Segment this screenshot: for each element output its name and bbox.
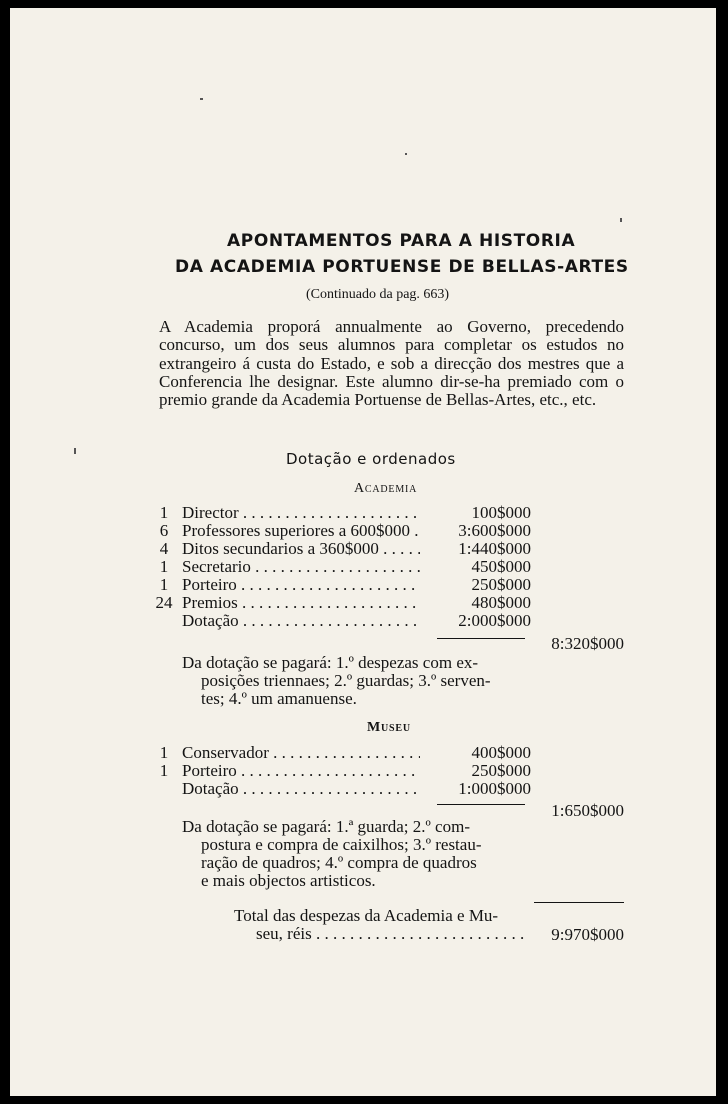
scan-speck (405, 153, 407, 155)
row-count: 6 (159, 521, 169, 540)
document-page (10, 8, 716, 1096)
note-line: postura e compra de caixilhos; 3.º restau- (201, 835, 482, 854)
row-amount: 1:440$000 (420, 540, 531, 558)
note-line: posições triennaes; 2.º guardas; 3.º serven- (201, 671, 491, 690)
note-line: Da dotação se pagará: 1.º despezas com ex- (182, 653, 479, 672)
row-label: Porteiro . . . (182, 762, 442, 780)
row-count: 1 (159, 761, 169, 780)
academia-note (182, 654, 522, 708)
continued-note: (Continuado da pag. 663) (306, 287, 450, 302)
museu-note (182, 818, 522, 890)
row-count: 1 (159, 575, 169, 594)
row-count: 24 (155, 593, 173, 612)
section-heading: Dotação e ordenados (286, 450, 456, 468)
row-label: Professores superiores a 600$000 . . . (182, 522, 442, 540)
scan-speck (200, 98, 203, 100)
row-label: Dotação . . . (182, 612, 442, 630)
row-amount: 400$000 (420, 744, 531, 762)
row-amount: 250$000 (420, 762, 531, 780)
scan-speck (620, 218, 622, 222)
row-label: Porteiro . . . (182, 576, 442, 594)
row-label: Premios . . . (182, 594, 442, 612)
row-amount: 1:000$000 (420, 780, 531, 798)
total-label-line-1: Total das despezas da Academia e Mu- (234, 906, 499, 925)
row-label: Director . . . (182, 504, 442, 522)
museu-subtotal: 1:650$000 (551, 801, 624, 820)
note-line: Da dotação se pagará: 1.ª guarda; 2.º com- (182, 817, 470, 836)
row-amount: 480$000 (420, 594, 531, 612)
row-amount: 250$000 (420, 576, 531, 594)
museu-heading: Museu (367, 720, 411, 735)
row-label: Secretario . . . (182, 558, 442, 576)
subtotal-rule (437, 804, 525, 805)
row-amount: 100$000 (420, 504, 531, 522)
row-count: 1 (159, 503, 169, 522)
intro-paragraph: A Academia proporá annualmente ao Governo, precedendo concurso, um dos seus alumnos para completar os estudos no extrangeiro á custa do Estado, e sob a direcção dos mestres que a Conferencia lhe designar. Este alumno dir-se-ha premiado com o premio grande da Academia Portuense de Bellas-Artes, etc., etc. (159, 317, 624, 410)
row-label: Ditos secundarios a 360$000 . . . (182, 540, 442, 558)
note-line: e mais objectos artisticos. (201, 871, 376, 890)
academia-subtotal: 8:320$000 (551, 634, 624, 653)
total-label-line-2: seu, réis . . . (256, 925, 526, 943)
row-label: Conservador . . . (182, 744, 442, 762)
scan-speck (74, 448, 76, 454)
row-label: Dotação . . . (182, 780, 442, 798)
row-amount: 3:600$000 (420, 522, 531, 540)
row-amount: 450$000 (420, 558, 531, 576)
title-line-2: DA ACADEMIA PORTUENSE DE BELLAS-ARTES (175, 257, 629, 277)
note-line: tes; 4.º um amanuense. (201, 689, 357, 708)
row-count: 1 (159, 743, 169, 762)
total-rule (534, 902, 624, 903)
total-amount: 9:970$000 (551, 925, 624, 944)
note-line: ração de quadros; 4.º compra de quadros (201, 853, 477, 872)
row-count: 1 (159, 557, 169, 576)
row-count: 4 (159, 539, 169, 558)
row-amount: 2:000$000 (420, 612, 531, 630)
subtotal-rule (437, 638, 525, 639)
academia-heading: Academia (354, 481, 418, 496)
title-line-1: APONTAMENTOS PARA A HISTORIA (227, 231, 576, 251)
